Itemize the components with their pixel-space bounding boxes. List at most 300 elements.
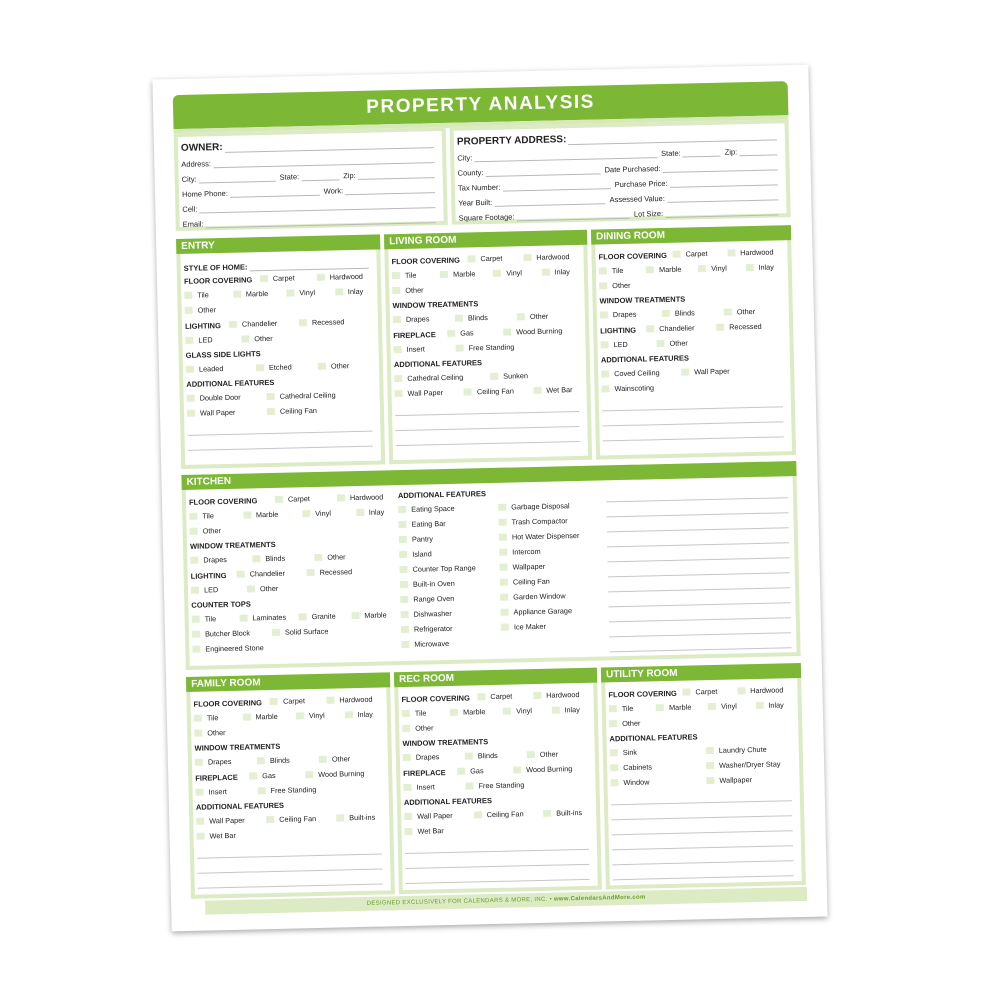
kitchen-recessed-checkbox[interactable] [307,569,315,576]
family-built-ins-label: Built-ins [349,812,376,823]
family-floor-covering-label: FLOOR COVERING [193,697,263,709]
owner-heading: OWNER: [180,141,223,154]
kitchen-window-other-label: Other [327,552,346,562]
rec-ceiling-fan-checkbox[interactable] [474,811,482,818]
living-wet-bar-checkbox[interactable] [533,387,541,394]
kitchen-ceiling-fan-label: Ceiling Fan [512,576,550,587]
rec-window-other-checkbox[interactable] [527,751,535,758]
granite-label: Granite [311,611,336,622]
entry-carpet-label: Carpet [272,273,295,283]
entry-cathedral-ceiling-checkbox[interactable] [267,393,275,400]
kitchen-hardwood-checkbox[interactable] [337,494,345,501]
entry-note-line[interactable] [188,432,373,451]
rec-gas-label: Gas [470,766,484,776]
family-drapes-label: Drapes [207,756,232,767]
counter-top-range-checkbox[interactable] [400,566,408,573]
living-wood-burning-checkbox[interactable] [503,328,511,335]
entry-carpet-checkbox[interactable] [260,275,268,282]
sink-label: Sink [622,747,638,758]
living-free-standing-checkbox[interactable] [456,345,464,352]
eating-space-checkbox[interactable] [398,506,406,513]
kitchen-wallpaper-checkbox[interactable] [499,564,507,571]
dining-marble-checkbox[interactable] [646,266,654,273]
owner-work-label: Work: [323,186,344,196]
family-ceiling-fan-label: Ceiling Fan [279,814,317,824]
rec-inlay-label: Inlay [564,705,580,715]
living-carpet-label: Carpet [480,253,503,264]
family-additional-features-label: ADDITIONAL FEATURES [195,800,285,812]
kitchen-tile-label: Tile [202,511,214,521]
utility-room-panel [601,663,806,889]
rec-fireplace-label: FIREPLACE [403,767,446,778]
family-built-ins-checkbox[interactable] [336,814,344,821]
family-ceiling-fan-checkbox[interactable] [266,816,274,823]
hot-water-dispenser-label: Hot Water Dispenser [511,530,580,542]
rec-wet-bar-label: Wet Bar [417,826,444,836]
solid-surface-label: Solid Surface [284,626,329,637]
sink-checkbox[interactable] [610,749,618,756]
family-fireplace-label: FIREPLACE [195,772,238,783]
utility-inlay-label: Inlay [768,700,784,710]
kitchen-lighting-other-label: Other [259,583,279,594]
dining-wall-paper-checkbox[interactable] [681,368,689,375]
kitchen-blinds-checkbox[interactable] [252,555,260,562]
utility-other-label: Other [622,718,641,729]
dining-blinds-checkbox[interactable] [662,310,670,317]
living-window-other-checkbox[interactable] [517,313,525,320]
entry-led-label: LED [198,335,213,345]
entry-lighting-other-checkbox[interactable] [241,335,249,342]
rec-wood-burning-checkbox[interactable] [513,766,521,773]
rec-vinyl-label: Vinyl [516,706,533,716]
glass-side-lights-label: GLASS SIDE LIGHTS [185,349,261,360]
counter-marble-checkbox[interactable] [351,612,359,619]
wainscoting-checkbox[interactable] [601,385,609,392]
garden-window-checkbox[interactable] [500,594,508,601]
granite-checkbox[interactable] [299,613,307,620]
rec-free-standing-checkbox[interactable] [465,782,473,789]
owner-state-label: State: [279,172,300,182]
engineered-stone-label: Engineered Stone [205,643,264,654]
date-purchased-label: Date Purchased: [604,164,661,175]
entry-vinyl-label: Vinyl [299,287,316,298]
family-gas-checkbox[interactable] [249,772,257,779]
cabinets-label: Cabinets [623,762,653,773]
family-note-line[interactable] [197,870,382,889]
living-window-treatments-label: WINDOW TREATMENTS [392,299,479,311]
window-label: Window [623,777,650,788]
property-analysis-sheet [152,65,827,932]
utility-hardwood-checkbox[interactable] [737,687,745,694]
appliance-garage-checkbox[interactable] [501,609,509,616]
butcher-block-label: Butcher Block [204,628,251,639]
butcher-block-checkbox[interactable] [192,631,200,638]
laundry-chute-checkbox[interactable] [706,747,714,754]
kitchen-drapes-label: Drapes [203,554,227,565]
dishwasher-checkbox[interactable] [401,611,409,618]
family-other-label: Other [207,728,226,738]
eating-space-label: Eating Space [411,503,455,514]
range-oven-label: Range Oven [413,593,455,604]
family-free-standing-checkbox[interactable] [258,787,266,794]
family-marble-checkbox[interactable] [242,713,250,720]
counter-tile-checkbox[interactable] [192,616,200,623]
living-window-other-label: Other [529,311,549,322]
rec-window-other-label: Other [539,749,559,759]
refrigerator-checkbox[interactable] [401,626,409,633]
island-label: Island [412,549,432,559]
double-door-checkbox[interactable] [187,395,195,402]
kitchen-note-line[interactable] [609,633,791,652]
property-address-panel [450,119,791,225]
living-inlay-checkbox[interactable] [541,269,549,276]
living-tile-label: Tile [404,270,417,280]
dining-chandelier-checkbox[interactable] [646,325,654,332]
dining-note-line[interactable] [602,422,783,441]
owner-email-label: Email: [182,219,204,229]
living-inlay-label: Inlay [554,267,571,277]
intercom-checkbox[interactable] [499,549,507,556]
dining-window-other-label: Other [736,306,756,317]
living-cathedral-ceiling-checkbox[interactable] [394,375,402,382]
garden-window-label: Garden Window [513,591,566,602]
utility-inlay-checkbox[interactable] [755,702,763,709]
range-oven-checkbox[interactable] [400,596,408,603]
family-tile-checkbox[interactable] [194,715,202,722]
family-carpet-checkbox[interactable] [270,698,278,705]
dining-window-other-checkbox[interactable] [724,308,732,315]
kitchen-window-treatments-label: WINDOW TREATMENTS [189,539,276,551]
kitchen-chandelier-checkbox[interactable] [237,571,245,578]
dining-floor-covering-label: FLOOR COVERING [598,250,667,261]
utility-additional-features-label: ADDITIONAL FEATURES [609,732,698,744]
entry-recessed-label: Recessed [311,317,345,327]
island-checkbox[interactable] [399,551,407,558]
counter-marble-label: Marble [364,610,387,620]
dining-drapes-label: Drapes [612,309,637,320]
dining-led-checkbox[interactable] [600,341,608,348]
living-drapes-checkbox[interactable] [393,316,401,323]
kitchen-drapes-checkbox[interactable] [190,557,198,564]
style-of-home-label: STYLE OF HOME: [183,262,248,273]
living-wall-paper-label: Wall Paper [407,388,444,398]
owner-address-label: Address: [181,159,212,169]
eating-bar-checkbox[interactable] [399,521,407,528]
entry-inlay-checkbox[interactable] [335,288,343,295]
living-hardwood-label: Hardwood [536,252,570,262]
etched-checkbox[interactable] [256,364,264,371]
entry-hardwood-checkbox[interactable] [317,274,325,281]
wainscoting-label: Wainscoting [614,383,655,394]
family-wood-burning-checkbox[interactable] [305,771,313,778]
trash-compactor-checkbox[interactable] [498,519,506,526]
family-hardwood-label: Hardwood [339,694,373,705]
living-insert-label: Insert [406,344,425,354]
counter-tile-label: Tile [204,614,217,624]
rec-drapes-checkbox[interactable] [403,754,411,761]
entry-chandelier-checkbox[interactable] [229,321,237,328]
entry-floor-covering-label: FLOOR COVERING [183,274,253,286]
entry-ceiling-fan-checkbox[interactable] [267,408,275,415]
rec-note-line[interactable] [405,865,589,884]
ice-maker-label: Ice Maker [513,621,547,632]
living-ceiling-fan-checkbox[interactable] [464,388,472,395]
entry-vinyl-checkbox[interactable] [286,289,294,296]
double-door-label: Double Door [199,392,241,403]
dining-carpet-checkbox[interactable] [672,251,680,258]
solid-surface-checkbox[interactable] [272,629,280,636]
living-blinds-label: Blinds [467,313,488,323]
coved-ceiling-checkbox[interactable] [601,370,609,377]
kitchen-window-other-checkbox[interactable] [314,554,322,561]
rec-inlay-checkbox[interactable] [551,706,559,713]
kitchen-vinyl-label: Vinyl [315,508,332,518]
rec-wood-burning-label: Wood Burning [526,764,573,775]
living-other-label: Other [405,285,424,295]
rec-wet-bar-checkbox[interactable] [404,828,412,835]
rec-wall-paper-checkbox[interactable] [404,813,412,820]
dining-recessed-label: Recessed [729,321,762,332]
entry-hardwood-label: Hardwood [329,271,364,282]
family-wood-burning-label: Wood Burning [318,768,365,779]
kitchen-led-checkbox[interactable] [191,587,199,594]
rec-tile-checkbox[interactable] [402,710,410,717]
utility-tile-checkbox[interactable] [609,705,617,712]
entry-tile-label: Tile [197,290,209,300]
footer-separator: • [549,896,553,903]
utility-other-checkbox[interactable] [609,720,617,727]
rec-vinyl-checkbox[interactable] [503,708,511,715]
living-other-checkbox[interactable] [392,287,400,294]
family-wet-bar-label: Wet Bar [209,830,236,841]
window-checkbox[interactable] [610,779,618,786]
kitchen-carpet-checkbox[interactable] [275,496,283,503]
laminates-checkbox[interactable] [239,615,247,622]
living-cathedral-ceiling-label: Cathedral Ceiling [407,372,464,383]
kitchen-tile-checkbox[interactable] [189,513,197,520]
rec-gas-checkbox[interactable] [457,768,465,775]
rec-wall-paper-label: Wall Paper [417,810,453,821]
family-marble-label: Marble [255,711,278,722]
family-insert-label: Insert [208,787,227,797]
rec-floor-covering-label: FLOOR COVERING [401,693,470,704]
dining-hardwood-checkbox[interactable] [727,249,735,256]
washer-dryer-stay-checkbox[interactable] [706,762,714,769]
dining-hardwood-label: Hardwood [740,247,774,258]
appliance-garage-label: Appliance Garage [513,606,573,617]
leaded-label: Leaded [198,364,224,374]
utility-carpet-checkbox[interactable] [682,689,690,696]
rec-carpet-checkbox[interactable] [477,693,485,700]
kitchen-other-checkbox[interactable] [190,528,198,535]
microwave-checkbox[interactable] [401,641,409,648]
dining-carpet-label: Carpet [685,249,708,259]
page-title: PROPERTY ANALYSIS [173,81,789,129]
kitchen-lighting-other-checkbox[interactable] [247,585,255,592]
rec-insert-checkbox[interactable] [403,784,411,791]
leaded-checkbox[interactable] [186,366,194,373]
living-ceiling-fan-label: Ceiling Fan [476,386,514,397]
entry-panel [176,234,385,469]
property-state-line[interactable] [683,148,721,158]
entry-chandelier-label: Chandelier [241,318,278,329]
dining-led-label: LED [613,339,628,350]
owner-state-line[interactable] [301,171,339,181]
family-insert-checkbox[interactable] [196,789,204,796]
kitchen-heading: KITCHEN [181,461,796,490]
living-room-panel [384,230,592,465]
garbage-disposal-checkbox[interactable] [498,504,506,511]
kitchen-marble-checkbox[interactable] [243,511,251,518]
pantry-label: Pantry [411,534,434,544]
dining-other-checkbox[interactable] [599,282,607,289]
living-note-line[interactable] [395,427,579,446]
dining-wall-paper-label: Wall Paper [694,366,730,377]
rec-insert-label: Insert [416,782,435,792]
glass-other-label: Other [330,361,350,371]
living-vinyl-checkbox[interactable] [493,270,501,277]
owner-city-line[interactable] [199,173,276,184]
laundry-chute-label: Laundry Chute [718,744,767,755]
utility-wallpaper-checkbox[interactable] [706,777,714,784]
living-wood-burning-label: Wood Burning [516,326,563,337]
purchase-price-label: Purchase Price: [614,178,668,190]
owner-cell-label: Cell: [182,204,198,214]
living-marble-checkbox[interactable] [440,271,448,278]
utility-wallpaper-label: Wallpaper [719,775,753,785]
living-blinds-checkbox[interactable] [455,315,463,322]
dining-chandelier-label: Chandelier [659,323,695,334]
dining-drapes-checkbox[interactable] [600,311,608,318]
family-tile-label: Tile [206,713,219,723]
family-wall-paper-checkbox[interactable] [196,818,204,825]
family-other-checkbox[interactable] [194,730,202,737]
owner-email-line[interactable] [205,214,435,228]
utility-hardwood-label: Hardwood [750,685,784,696]
family-drapes-checkbox[interactable] [195,759,203,766]
entry-marble-checkbox[interactable] [233,291,241,298]
pantry-checkbox[interactable] [399,536,407,543]
entry-other-checkbox[interactable] [185,307,193,314]
rec-marble-label: Marble [462,707,486,717]
owner-zip-label: Zip: [343,170,356,181]
family-blinds-checkbox[interactable] [257,757,265,764]
rec-blinds-checkbox[interactable] [465,752,473,759]
kitchen-panel [181,461,800,670]
family-vinyl-checkbox[interactable] [296,712,304,719]
utility-vinyl-checkbox[interactable] [708,703,716,710]
lot-size-line[interactable] [665,206,779,218]
dining-vinyl-checkbox[interactable] [698,265,706,272]
utility-marble-checkbox[interactable] [656,704,664,711]
rec-tile-label: Tile [414,708,427,718]
living-marble-label: Marble [453,269,476,279]
entry-tile-checkbox[interactable] [184,292,192,299]
hot-water-dispenser-checkbox[interactable] [499,534,507,541]
kitchen-inlay-label: Inlay [368,507,385,517]
assessed-value-label: Assessed Value: [609,193,665,205]
family-window-other-label: Other [331,754,351,764]
living-gas-checkbox[interactable] [447,330,455,337]
property-zip-line[interactable] [739,146,777,156]
family-blinds-label: Blinds [269,755,290,766]
utility-floor-covering-label: FLOOR COVERING [608,688,677,699]
entry-lighting-label: LIGHTING [184,320,221,331]
kitchen-hardwood-label: Hardwood [349,492,384,503]
dining-recessed-checkbox[interactable] [716,324,724,331]
ice-maker-checkbox[interactable] [501,624,509,631]
rec-other-checkbox[interactable] [402,725,410,732]
living-additional-features-label: ADDITIONAL FEATURES [393,358,483,370]
kitchen-lighting-label: LIGHTING [190,570,227,581]
cabinets-checkbox[interactable] [610,764,618,771]
glass-other-checkbox[interactable] [318,363,326,370]
dining-inlay-checkbox[interactable] [745,264,753,271]
kitchen-chandelier-label: Chandelier [249,568,286,579]
built-in-oven-checkbox[interactable] [400,581,408,588]
living-carpet-checkbox[interactable] [467,255,475,262]
living-room-heading: LIVING ROOM [384,230,587,250]
dining-room-panel [591,225,796,459]
kitchen-vinyl-checkbox[interactable] [302,510,310,517]
kitchen-inlay-checkbox[interactable] [356,509,364,516]
rec-room-heading: REC ROOM [394,668,597,688]
living-drapes-label: Drapes [405,314,430,324]
engineered-stone-checkbox[interactable] [192,646,200,653]
rec-built-ins-label: Built-ins [556,807,583,818]
rec-blinds-label: Blinds [477,750,498,761]
sunken-checkbox[interactable] [490,373,498,380]
entry-led-checkbox[interactable] [185,337,193,344]
kitchen-ceiling-fan-checkbox[interactable] [500,579,508,586]
living-wet-bar-label: Wet Bar [546,385,573,395]
rec-carpet-label: Carpet [490,691,513,702]
owner-home-phone-label: Home Phone: [181,188,228,199]
rec-marble-checkbox[interactable] [450,709,458,716]
rec-hardwood-checkbox[interactable] [533,692,541,699]
entry-recessed-checkbox[interactable] [299,319,307,326]
family-window-other-checkbox[interactable] [319,756,327,763]
living-wall-paper-checkbox[interactable] [395,390,403,397]
counter-tops-label: COUNTER TOPS [191,599,251,610]
family-vinyl-label: Vinyl [308,710,325,721]
owner-zip-line[interactable] [358,169,435,180]
property-zip-label: Zip: [724,147,738,157]
utility-room-heading: UTILITY ROOM [601,663,801,683]
square-footage-line[interactable] [516,210,630,222]
family-room-panel [186,672,395,899]
family-wet-bar-checkbox[interactable] [197,833,205,840]
dining-tile-checkbox[interactable] [599,267,607,274]
entry-cathedral-ceiling-label: Cathedral Ceiling [279,390,336,401]
rec-ceiling-fan-label: Ceiling Fan [486,809,524,820]
family-hardwood-checkbox[interactable] [326,697,334,704]
living-hardwood-checkbox[interactable] [523,254,531,261]
rec-built-ins-checkbox[interactable] [543,810,551,817]
owner-city-label: City: [181,174,197,184]
living-insert-checkbox[interactable] [394,346,402,353]
entry-wall-paper-checkbox[interactable] [187,410,195,417]
living-tile-checkbox[interactable] [392,272,400,279]
tax-number-label: Tax Number: [457,182,501,193]
footer-url[interactable]: www.CalendarsAndMore.com [553,894,646,903]
entry-other-label: Other [197,305,217,315]
dining-lighting-other-checkbox[interactable] [656,340,664,347]
family-inlay-checkbox[interactable] [344,711,352,718]
living-free-standing-label: Free Standing [468,342,515,353]
family-carpet-label: Carpet [282,696,306,706]
dining-tile-label: Tile [611,265,624,276]
